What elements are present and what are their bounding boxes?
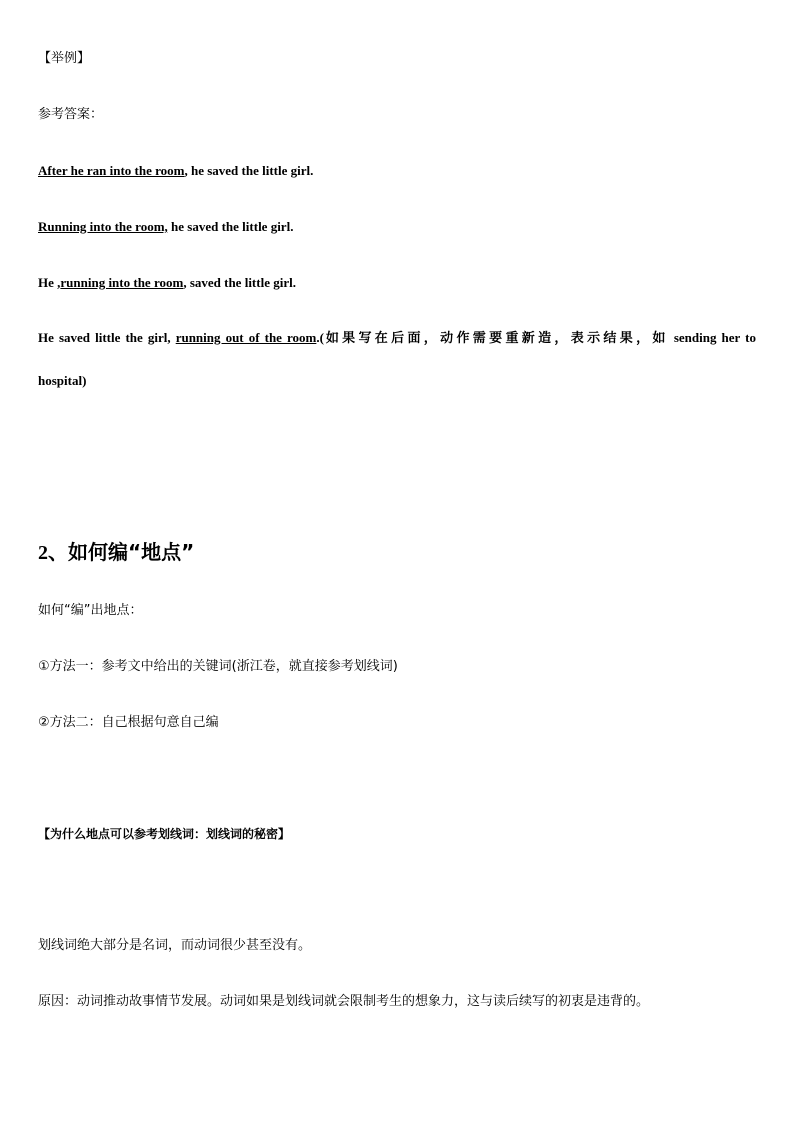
method-1: ①方法一：参考文中给出的关键词(浙江卷，就直接参考划线词) (38, 659, 398, 674)
example-label: 【举例】 (38, 51, 91, 66)
section-heading (38, 540, 194, 565)
sentence-rest: , saved the little girl. (183, 275, 296, 290)
answer-sentence-4-wrap: hospital) (38, 373, 87, 388)
sentence-prefix: He , (38, 275, 61, 290)
underlined-phrase: running out of the room (175, 330, 317, 345)
answer-label: 参考答案： (38, 107, 104, 122)
heading-number: 2、 (38, 542, 68, 564)
sentence-rest: , he saved the little girl. (184, 163, 314, 178)
fact-text: 划线词绝大部分是名词，而动词很少甚至没有。 (38, 938, 312, 953)
reason-text: 原因：动词推动故事情节发展。动词如果是划线词就会限制考生的想象力，这与读后续写的初衷是违背的。 (38, 994, 650, 1009)
method-2: ②方法二：自己根据句意自己编 (38, 715, 219, 730)
heading-text: 如何编“地点” (68, 540, 195, 564)
why-heading: 【为什么地点可以参考划线词：划线词的秘密】 (38, 827, 291, 841)
underlined-phrase: running into the room (60, 275, 184, 290)
sentence-rest: he saved the little girl. (167, 219, 294, 234)
sentence-tail: sending her to (668, 330, 756, 345)
answer-sentence-4 (38, 329, 756, 348)
underlined-phrase: Running into the room, (38, 219, 168, 234)
sentence-middle: .( (316, 330, 324, 345)
note-cn: 如果写在后面，动作需要重新造，表示结果，如 (323, 331, 669, 346)
answer-sentence-3 (38, 274, 296, 292)
intro-text: 如何“编”出地点： (38, 603, 143, 618)
answer-sentence-2 (38, 218, 293, 236)
underlined-phrase: After he ran into the room (38, 163, 185, 178)
sentence-prefix: He saved little the girl, (38, 330, 176, 345)
answer-sentence-1 (38, 162, 313, 180)
